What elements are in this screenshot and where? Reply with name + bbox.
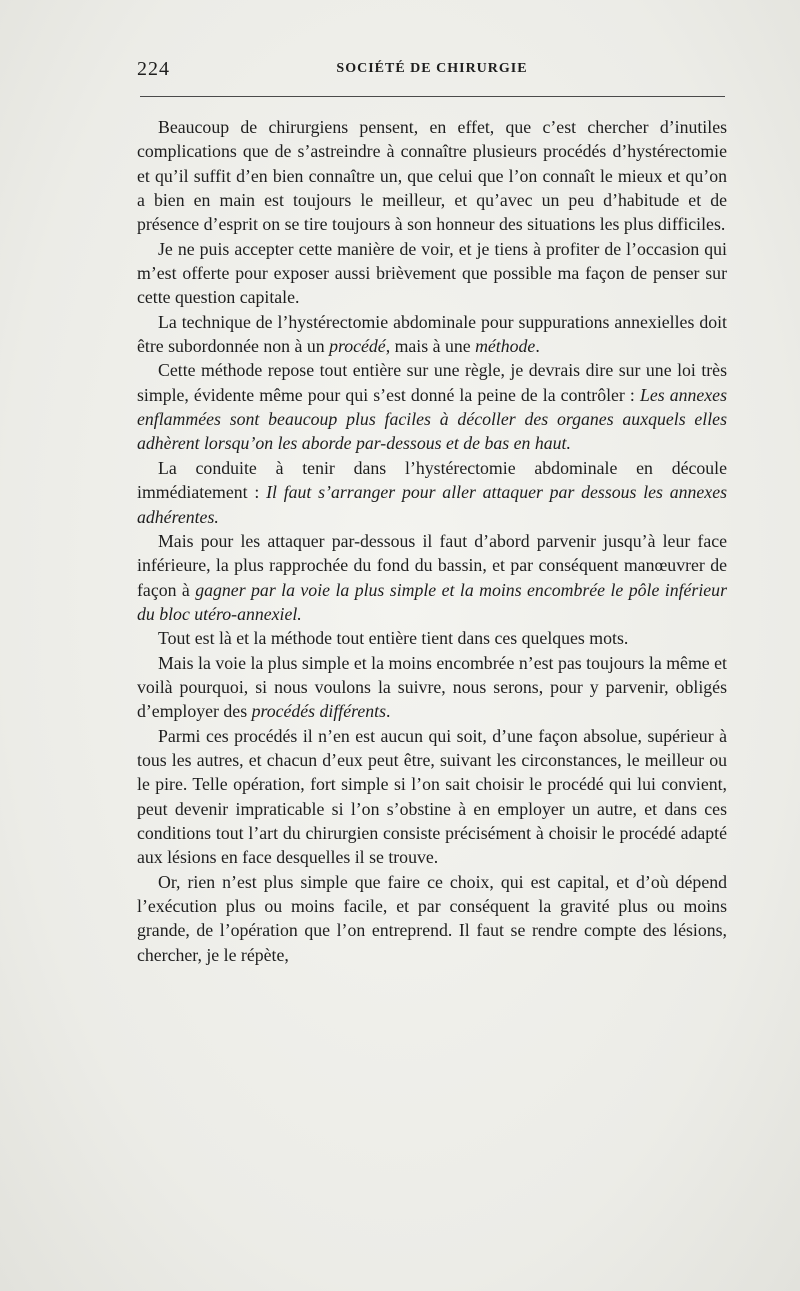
italic-text: méthode	[475, 336, 536, 357]
text-run: La conduite à tenir dans l’hystérectomie abdominale en découle immédiatement :	[137, 457, 727, 503]
paragraph-4	[137, 358, 727, 455]
body-text	[137, 115, 727, 967]
paragraph-9	[137, 724, 727, 870]
italic-text: procédé	[329, 336, 386, 357]
paragraph-6	[137, 529, 727, 626]
paragraph-7	[137, 626, 727, 650]
header-rule	[140, 96, 725, 97]
paragraph-8	[137, 651, 727, 724]
italic-text: gagner par la voie la plus simple et la moins encombrée le pôle inférieur du bloc utéro-annexiel.	[137, 579, 727, 624]
paragraph-5	[137, 456, 727, 529]
text-run: Beaucoup de chirurgiens pensent, en effet, que c’est chercher d’inutiles complications que de s’astreindre à connaître plusieurs procédés d’hystérectomie et qu’il suffit d’en bien connaître un, que celui que l’on connaît le mieux et qu’on a bien en main est toujours le meilleur, et qu’avec un peu d’habitude et de présence d’esprit on se tire toujours à son honneur des situations les plus difficiles.	[137, 117, 727, 235]
text-run: Tout est là et la méthode tout entière tient dans ces quelques mots.	[158, 628, 629, 649]
text-run: Je ne puis accepter cette manière de voir, et je tiens à profiter de l’occasion qui m’est offerte pour exposer aussi brièvement que possible ma façon de penser sur cette question capitale.	[137, 238, 727, 308]
text-run: Parmi ces procédés il n’en est aucun qui soit, d’une façon absolue, supérieur à tous les autres, et chacun d’eux peut être, suivant les circonstances, le meilleur ou le pire. Telle opération, fort simple si l’on sait choisir le procédé qui lui convient, peut devenir impraticable si l’on s’obstine à en employer un autre, et dans ces conditions tout l’art du chirurgien consiste précisément à choisir le procédé adapté aux lésions en face desquelles il se trouve.	[137, 725, 727, 868]
italic-text: Les annexes enflammées sont beaucoup plus faciles à décoller des organes auxquels elles adhèrent lorsqu’on les aborde par-dessous et de bas en haut.	[137, 384, 727, 454]
paragraph-2	[137, 237, 727, 310]
text-run: Or, rien n’est plus simple que faire ce choix, qui est capital, et d’où dépend l’exécution plus ou moins facile, et par conséquent la gravité plus ou moins grande, de l’opération que l’on entreprend. Il faut se rendre compte des lésions, chercher, je le répète,	[137, 871, 727, 965]
text-run: Mais la voie la plus simple et la moins encombrée n’est pas toujours la même et voilà pourquoi, si nous voulons la suivre, nous serons, pour y parvenir, obligés d’employer des	[137, 652, 727, 722]
italic-text: Il faut s’arranger pour aller attaquer par dessous les annexes adhérentes.	[137, 482, 728, 527]
running-head	[137, 58, 727, 84]
text-run: Mais pour les attaquer par-dessous il faut d’abord parvenir jusqu’à leur face inférieure, la plus rapprochée du fond du bassin, et par conséquent manœuvrer de façon à	[137, 530, 727, 600]
text-run: La technique de l’hystérectomie abdominale pour suppurations annexielles doit être subordonnée non à un	[137, 311, 727, 357]
italic-text: procédés différents	[251, 701, 387, 722]
page-number: 224	[137, 58, 170, 80]
text-run: .	[386, 701, 391, 722]
paragraph-3	[137, 310, 727, 359]
paragraph-10	[137, 870, 727, 967]
text-run: .	[535, 336, 540, 357]
text-run: , mais à une	[385, 336, 476, 357]
paragraph-1	[137, 115, 727, 237]
text-run: Cette méthode repose tout entière sur une règle, je devrais dire sur une loi très simple, évidente même pour qui s’est donné la peine de la contrôler :	[137, 360, 727, 405]
running-title: SOCIÉTÉ DE CHIRURGIE	[336, 61, 528, 76]
